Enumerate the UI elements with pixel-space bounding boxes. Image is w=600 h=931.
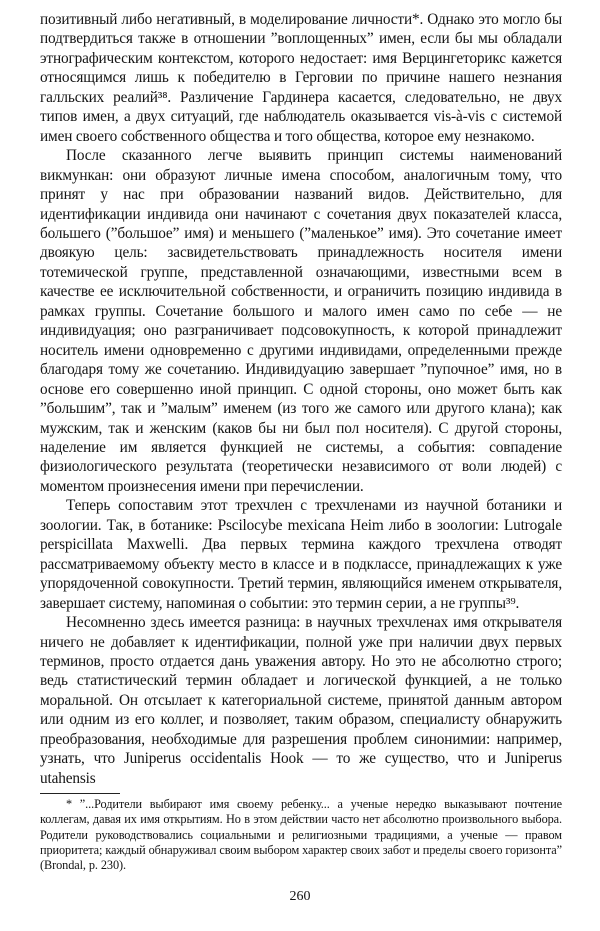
footnote: * ”...Родители выбирают имя своему ребенку... а ученые нередко выказывают почтение коллегам, давая их имя открытиям. Но в этом действии часто нет абсолютно произвольного выбора. Родители руководствовались социальными и религиозными традициями, а ученые — правом приоритета; каждый обнаруживал своим выбором характер своих забот и пределы своего горизонта” (Brondal, p. 230). — [40, 797, 562, 873]
page-number: 260 — [289, 889, 311, 904]
paragraph-1: позитивный либо негативный, в моделирование личности*. Однако это могло бы подтвердиться также в отношении ”воплощенных” имен, если бы мы обладали этнографическим контекстом, которого недостает: имя Верцингеторикс кажется относящимся лишь к победителю в Герговии по причине нашего незнания галльских реалий³⁸. Различение Гардинера касается, следовательно, не двух типов имен, а двух ситуаций, где наблюдатель оказывается vis-à-vis с системой имен своего собственного общества и того общества, которое ему незнакомо. — [40, 11, 562, 145]
paragraph-3: Теперь сопоставим этот трехчлен с трехчленами из научной ботаники и зоологии. Так, в ботанике: Pscilocybe mexicana Heim либо в зоологии: Lutrogale perspicillata Maxwelli. Два первых термина каждого трехчлена отводят рассматриваемому объекту место в классе и в подклассе, принадлежащих к уже упорядоченной совокупности. Третий термин, являющийся именем открывателя, завершает систему, напоминая о событии: это термин серии, а не группы³⁹. — [40, 497, 562, 612]
paragraph-2: После сказанного легче выявить принцип системы наименований викмункан: они образуют личные имена способом, аналогичным тому, что принят у нас при образовании названий видов. Действительно, для идентификации индивида они начинают с сочетания двух показателей класса, большего (”большое” имя) и меньшего (”маленькое” имя). Это сочетание имеет двоякую цель: засвидетельствовать принадлежность носителя имени тотемической группе, представленной означающими, известными всем в качестве ее исключительной собственности, и ограничить позицию индивида в рамках группы. Сочетание большого и малого имен само по себе — не индивидуация; оно разграничивает подсовокупность, к которой принадлежит носитель имени одновременно с другими индивидами, определенными прежде благодаря тому же сочетанию. Индивидуацию завершает ”пупочное” имя, но в основе его совершенно иной принцип. С одной стороны, оно может быть как ”большим”, так и ”малым” именем (из того же самого или другого клана); как мужским, так и женским (каков бы ни был пол носителя). С другой стороны, наделение им является функцией не системы, а события: совпадение физиологического результата (теоретически независимого от воли людей) с моментом произнесения имени при перечислении. — [40, 147, 562, 495]
paragraph-4: Несомненно здесь имеется разница: в научных трехчленах имя открывателя ничего не добавляет к идентификации, полной уже при наличии двух первых терминов, просто отдается дань уважения автору. Но это не абсолютно строго; ведь статистический термин обладает и логической функцией, а не только моральной. Он отсылает к категориальной системе, принятой данным автором или одним из его коллег, и позволяет, таким образом, специалисту обнаружить преобразования, необходимые для разрешения проблем синонимии: например, узнать, что Juniperus occidentalis Hook — то же существо, что и Juniperus utahensis — [40, 614, 562, 787]
main-text — [40, 10, 562, 788]
footnote-divider — [40, 793, 120, 794]
